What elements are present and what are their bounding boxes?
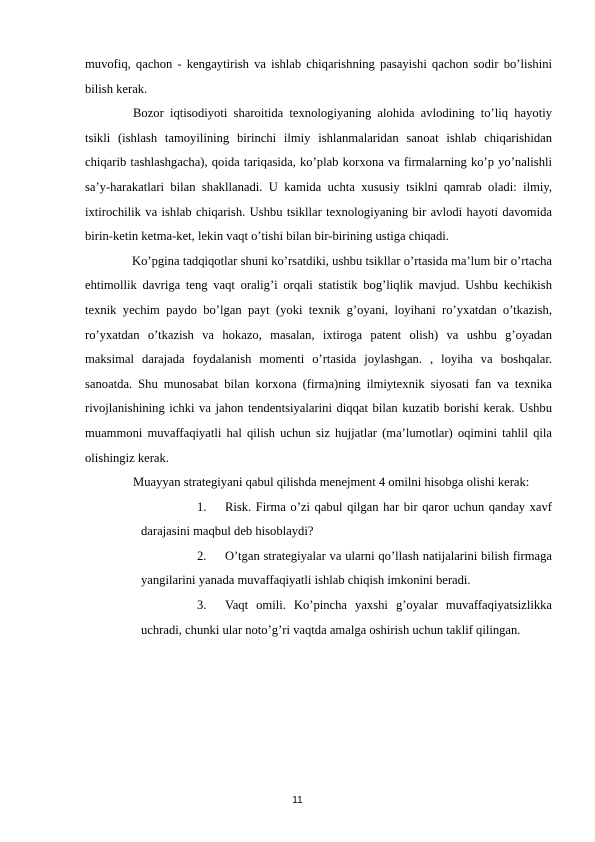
paragraph-3: Ko’pgina tadqiqotlar shuni ko’rsatdiki, ushbu tsikllar o’rtasida ma’lum bir o’rtacha ehtimollik davriga teng vaqt oralig’i orqali statistik bog’liqlik mavjud. Ushbu kechikish texnik yechim paydo bo’lgan payt (yoki texnik g’oyani, loyihani ro’yxatdan o’tkazish, ro’yxatdan o’tkazish va hokazo, masalan, ixtiroga patent olish) va ushbu g’oyadan maksimal darajada foydalanish momenti o’rtasida joylashgan. , loyiha va boshqalar. sanoatda. Shu munosabat bilan korxona (firma)ning ilmiytexnik siyosati fan va texnika rivojlanishining ichki va jahon tendentsiyalarini diqqat bilan kuzatib borishi kerak. Ushbu muammoni muvaffaqiyatli hal qilish uchun siz hujjatlar (ma’lumotlar) oqimini tahlil qila olishingiz kerak. (85, 253, 552, 465)
list-number: 1. (197, 499, 207, 514)
list-text: Risk. Firma o’zi qabul qilgan har bir qaror uchun qanday xavf darajasini maqbul deb hisoblaydi? (141, 499, 552, 539)
list-number: 3. (197, 598, 207, 613)
paragraph-2: Bozor iqtisodiyoti sharoitida texnologiyaning alohida avlodining to’liq hayotiy tsikli (ishlash tamoyilining birinchi ilmiy ishlanmalaridan sanoat ishlab chiqarishidan chiqarib tashlashgacha), qoida tariqasida, ko’plab korxona va firmalarning ko’p yo’nalishli sa’y-harakatlari bilan shakllanadi. U kamida uchta xususiy tsiklni qamrab oladi: ilmiy, ixtirochilik va ishlab chiqarish. Ushbu tsikllar texnologiyaning bir avlodi hayoti davomida birin-ketin ketma-ket, lekin vaqt o’tishi bilan bir-birining ustiga chiqadi. (85, 106, 552, 244)
list-item (141, 593, 552, 642)
paragraph-1: muvofiq, qachon - kengaytirish va ishlab chiqarishning pasayishi qachon sodir bo’lishini bilish kerak. (85, 57, 552, 96)
paragraph-4: Muayyan strategiyani qabul qilishda menejment 4 omilni hisobga olishi kerak: (133, 475, 530, 490)
list-text: O’tgan strategiyalar va ularni qo’llash natijalarini bilish firmaga yangilarini yanada muvaffaqiyatli ishlab chiqish imkonini beradi. (141, 548, 552, 588)
list-text: Vaqt omili. Ko’pincha yaxshi g’oyalar muvaffaqiyatsizlikka uchradi, chunki ular noto’g’ri vaqtda amalga oshirish uchun taklif qilingan. (141, 598, 552, 637)
list-item (141, 495, 552, 544)
page-number: 11 (292, 795, 303, 806)
list-number: 2. (197, 548, 207, 563)
factor-list (141, 495, 552, 643)
document-body (85, 52, 552, 642)
list-item (141, 544, 552, 593)
